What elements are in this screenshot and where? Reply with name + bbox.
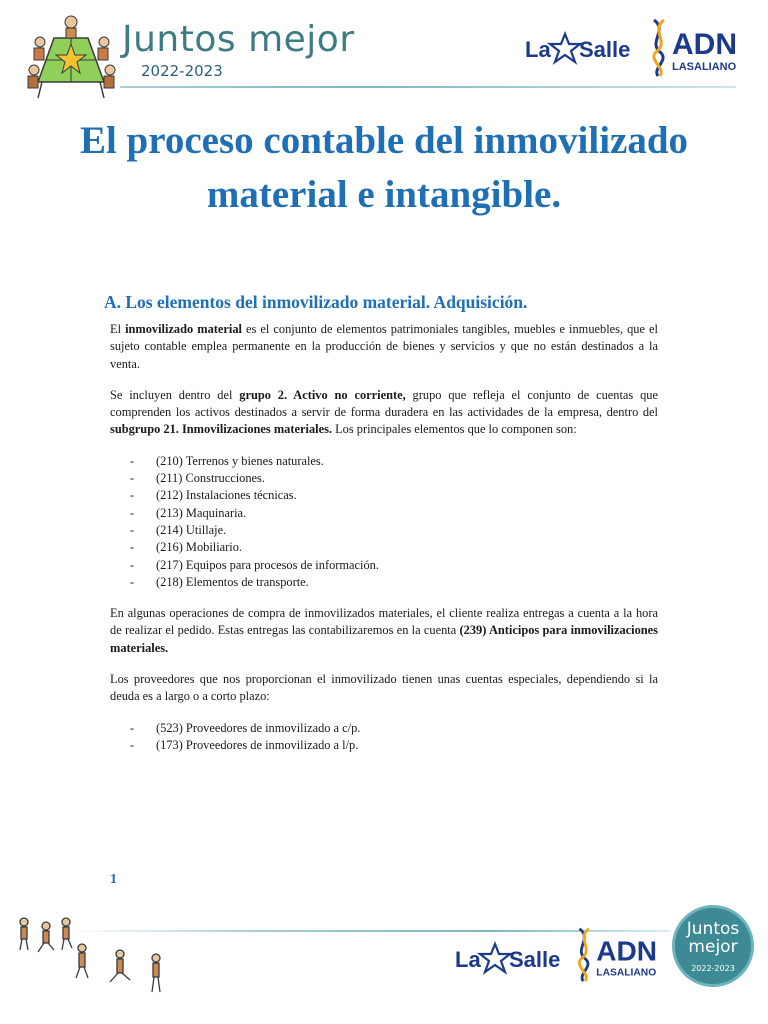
list-item: - (214) Utillaje. xyxy=(130,522,658,539)
paragraph-anticipos: En algunas operaciones de compra de inmovilizados materiales, el cliente realiza entregas a cuenta a la hora de realizar el pedido. Estas entregas las contabilizaremos en la cuenta (239) Anticipos para inmovilizaciones materiales. xyxy=(110,606,658,655)
header-divider xyxy=(120,86,736,88)
meeting-table-illustration xyxy=(26,12,116,100)
bold-term: (239) Anticipos para inmovilizaciones materiales. xyxy=(110,623,658,655)
juntos-mejor-badge xyxy=(672,905,754,987)
list-item: - (218) Elementos de transporte. xyxy=(130,574,658,591)
adn-lasaliano-logo xyxy=(646,16,738,78)
document-title: El proceso contable del inmovilizado material e intangible. xyxy=(79,119,689,216)
bold-term: subgrupo 21. Inmovilizaciones materiales. xyxy=(110,422,332,437)
svg-text:LASALIANO: LASALIANO xyxy=(672,61,737,73)
badge-years: 2022-2023 xyxy=(691,964,735,973)
supplier-account-list xyxy=(110,720,658,755)
badge-title: Juntos mejor xyxy=(686,919,740,957)
svg-text:Salle: Salle xyxy=(579,37,631,62)
svg-text:ADN: ADN xyxy=(596,935,658,967)
dancing-figures-illustration xyxy=(14,912,174,998)
page-header xyxy=(0,0,768,100)
svg-text:La: La xyxy=(525,37,551,62)
list-item: - (213) Maquinaria. xyxy=(130,505,658,522)
document-body xyxy=(110,321,658,768)
list-item: - (210) Terrenos y bienes naturales. xyxy=(130,453,658,470)
section-heading: A. Los elementos del inmovilizado material. Adquisición. xyxy=(104,292,528,312)
footer-lasalle-logo xyxy=(455,940,567,976)
brand-years: 2022-2023 xyxy=(141,62,223,80)
page-number: 1 xyxy=(110,872,117,887)
bold-term: inmovilizado material xyxy=(125,322,242,336)
list-item: - (212) Instalaciones técnicas. xyxy=(130,487,658,504)
svg-text:Salle: Salle xyxy=(509,947,561,972)
list-item: - (173) Proveedores de inmovilizado a l/p. xyxy=(130,737,658,754)
bold-term: grupo 2. Activo no corriente, xyxy=(239,387,406,402)
paragraph-grupo: Se incluyen dentro del grupo 2. Activo no corriente, grupo que refleja el conjunto de cuentas que comprenden los activos destinados a servir de forma duradera en las actividades de la empresa, dentro del subgrupo 21. Inmovilizaciones materiales. Los principales elementos que lo componen son: xyxy=(110,387,658,437)
svg-text:ADN: ADN xyxy=(672,28,737,61)
list-item: - (523) Proveedores de inmovilizado a c/p. xyxy=(130,720,658,737)
footer-adn-lasaliano-logo xyxy=(572,924,658,984)
svg-text:La: La xyxy=(455,947,481,972)
account-list xyxy=(110,453,658,591)
lasalle-logo xyxy=(525,30,637,66)
list-item: - (217) Equipos para procesos de información. xyxy=(130,557,658,574)
paragraph-proveedores: Los proveedores que nos proporcionan el inmovilizado tienen unas cuentas especiales, dependiendo si la deuda es a largo o a corto plazo: xyxy=(110,672,658,704)
paragraph-definition: El inmovilizado material es el conjunto de elementos patrimoniales tangibles, muebles e inmuebles, que el sujeto contable emplea permanente en la producción de bienes y servicios y que no están destinados a la venta. xyxy=(110,322,658,371)
brand-title: Juntos mejor xyxy=(122,19,355,60)
svg-text:LASALIANO: LASALIANO xyxy=(596,967,657,979)
list-item: - (216) Mobiliario. xyxy=(130,539,658,556)
list-item: - (211) Construcciones. xyxy=(130,470,658,487)
